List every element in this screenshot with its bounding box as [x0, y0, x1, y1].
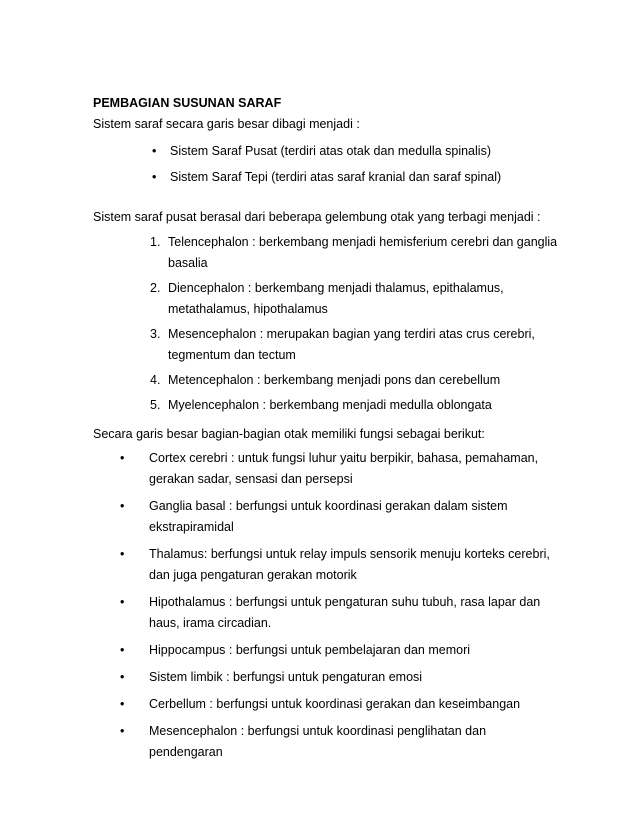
nervous-system-division-list [152, 141, 501, 193]
list-item-text: Cortex cerebri : untuk fungsi luhur yaitu berpikir, bahasa, pemahaman, gerakan sadar, sensasi dan persepsi [149, 451, 539, 486]
list-item [152, 141, 501, 162]
bullet-icon: • [120, 451, 125, 465]
list-item-text: Myelencephalon : berkembang menjadi medulla oblongata [168, 398, 492, 412]
bullet-icon: • [120, 697, 125, 711]
list-item [120, 640, 560, 661]
list-item-text: Mesencephalon : merupakan bagian yang terdiri atas crus cerebri, tegmentum dan tectum [168, 327, 535, 362]
bullet-icon: • [120, 643, 125, 657]
list-item [150, 370, 560, 391]
brain-function-list [120, 448, 560, 769]
list-item [152, 167, 501, 188]
list-number: 2. [150, 281, 161, 295]
list-item-text: Metencephalon : berkembang menjadi pons dan cerebellum [168, 373, 501, 387]
bullet-icon: • [120, 595, 125, 609]
list-item-text: Thalamus: berfungsi untuk relay impuls sensorik menuju korteks cerebri, dan juga pengaturan gerakan motorik [149, 547, 550, 582]
list-item [120, 496, 560, 538]
list-item [150, 232, 560, 274]
intro-paragraph-1: Sistem saraf secara garis besar dibagi menjadi : [93, 117, 360, 131]
list-number: 4. [150, 373, 161, 387]
list-item-text: Hippocampus : berfungsi untuk pembelajaran dan memori [149, 643, 471, 657]
list-number: 1. [150, 235, 161, 249]
page-title: PEMBAGIAN SUSUNAN SARAF [93, 96, 282, 110]
bullet-icon: • [120, 547, 125, 561]
list-item-text: Sistem Saraf Pusat (terdiri atas otak dan medulla spinalis) [170, 144, 491, 158]
list-item [120, 721, 560, 763]
bullet-icon: • [152, 144, 157, 158]
list-item [150, 395, 560, 416]
list-item-text: Diencephalon : berkembang menjadi thalamus, epithalamus, metathalamus, hipothalamus [168, 281, 504, 316]
brain-vesicle-list [150, 232, 560, 420]
list-item-text: Mesencephalon : berfungsi untuk koordinasi penglihatan dan pendengaran [149, 724, 487, 759]
list-item [120, 544, 560, 586]
list-item [120, 592, 560, 634]
list-item [120, 667, 560, 688]
list-item [150, 324, 560, 366]
bullet-icon: • [120, 724, 125, 738]
list-item-text: Sistem limbik : berfungsi untuk pengaturan emosi [149, 670, 423, 684]
list-number: 5. [150, 398, 161, 412]
list-item [120, 448, 560, 490]
list-item-text: Sistem Saraf Tepi (terdiri atas saraf kranial dan saraf spinal) [170, 170, 502, 184]
intro-paragraph-2: Sistem saraf pusat berasal dari beberapa gelembung otak yang terbagi menjadi : [93, 210, 541, 224]
list-item [120, 694, 560, 715]
bullet-icon: • [120, 670, 125, 684]
list-item-text: Ganglia basal : berfungsi untuk koordinasi gerakan dalam sistem ekstrapiramidal [149, 499, 508, 534]
bullet-icon: • [120, 499, 125, 513]
list-item-text: Hipothalamus : berfungsi untuk pengaturan suhu tubuh, rasa lapar dan haus, irama circadian. [149, 595, 541, 630]
bullet-icon: • [152, 170, 157, 184]
list-item-text: Telencephalon : berkembang menjadi hemisferium cerebri dan ganglia basalia [168, 235, 558, 270]
list-item [150, 278, 560, 320]
list-item-text: Cerbellum : berfungsi untuk koordinasi gerakan dan keseimbangan [149, 697, 521, 711]
list-number: 3. [150, 327, 161, 341]
intro-paragraph-3: Secara garis besar bagian-bagian otak memiliki fungsi sebagai berikut: [93, 427, 485, 441]
